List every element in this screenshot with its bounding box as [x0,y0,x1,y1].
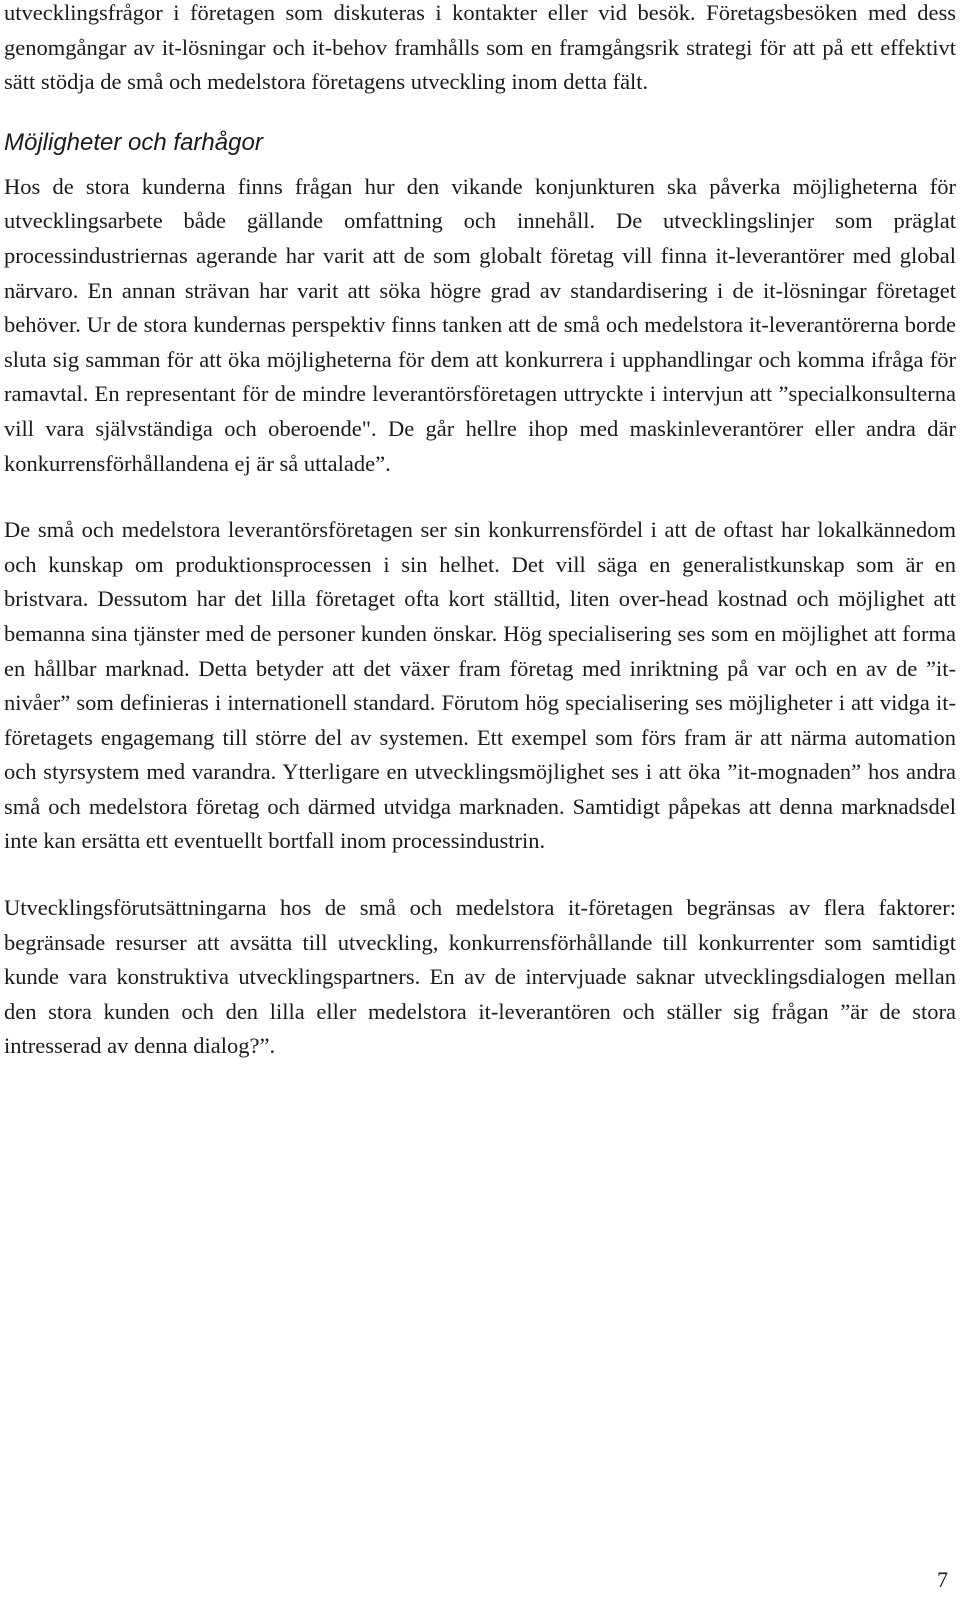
page-number: 7 [937,1567,948,1592]
document-page [4,0,956,1064]
section-heading: Möjligheter och farhågor [4,128,263,156]
body-paragraph-2: De små och medelstora leverantörsföretagen ser sin konkurrensfördel i att de oftast har lokalkännedom och kunskap om produktionsprocessen i sin helhet. Det vill säga en generalistkunskap som är en bristvara. Dessutom har det lilla företaget ofta kort ställtid, liten over-head kostnad och möjlighet att bemanna sina tjänster med de personer kunden önskar. Hög specialisering ses som en möjlighet att forma en hållbar marknad. Detta betyder att det växer fram företag med inriktning på var och en av de ”it-nivåer” som definieras i internationell standard. Förutom hög specialisering ses möjligheter i att vidga it-företagets engagemang till större del av systemen. Ett exempel som förs fram är att närma automation och styrsystem med varandra. Ytterligare en utvecklingsmöjlighet ses i att öka ”it-mognaden” hos andra små och medelstora företag och därmed utvidga marknaden. Samtidigt påpekas att denna marknadsdel inte kan ersätta ett eventuellt bortfall inom processindustrin. [4,517,956,854]
body-paragraph-3: Utvecklingsförutsättningarna hos de små och medelstora it-företagen begränsas av flera faktorer: begränsade resurser att avsätta till utveckling, konkurrensförhållande till konkurrenter som samtidigt kunde vara konstruktiva utvecklingspartners. En av de intervjuade saknar utvecklingsdialogen mellan den stora kunden och den lilla eller medelstora it-leverantören och ställer sig frågan ”är de stora intresserad av denna dialog?”. [4,895,956,1059]
intro-paragraph: utvecklingsfrågor i företagen som diskuteras i kontakter eller vid besök. Företagsbesöken med dess genomgångar av it-lösningar och it-behov framhålls som en framgångsrik strategi för att på ett effektivt sätt stödja de små och medelstora företagens utveckling inom detta fält. [4,0,956,95]
body-paragraph-1: Hos de stora kunderna finns frågan hur den vikande konjunkturen ska påverka möjligheterna för utvecklingsarbete både gällande omfattning och innehåll. De utvecklingslinjer som präglat processindustriernas agerande har varit att de som globalt företag vill finna it-leverantörer med global närvaro. En annan strävan har varit att söka högre grad av standardisering i de it-lösningar företaget behöver. Ur de stora kundernas perspektiv finns tanken att de små och medelstora it-leverantörerna borde sluta sig samman för att öka möjligheterna för dem att konkurrera i upphandlingar och komma ifråga för ramavtal. En representant för de mindre leverantörsföretagen uttryckte i intervjun att ”specialkonsulterna vill vara självständiga och oberoende". De går hellre ihop med maskinleverantörer eller andra där konkurrensförhållandena ej är så uttalade”. [4,173,956,476]
